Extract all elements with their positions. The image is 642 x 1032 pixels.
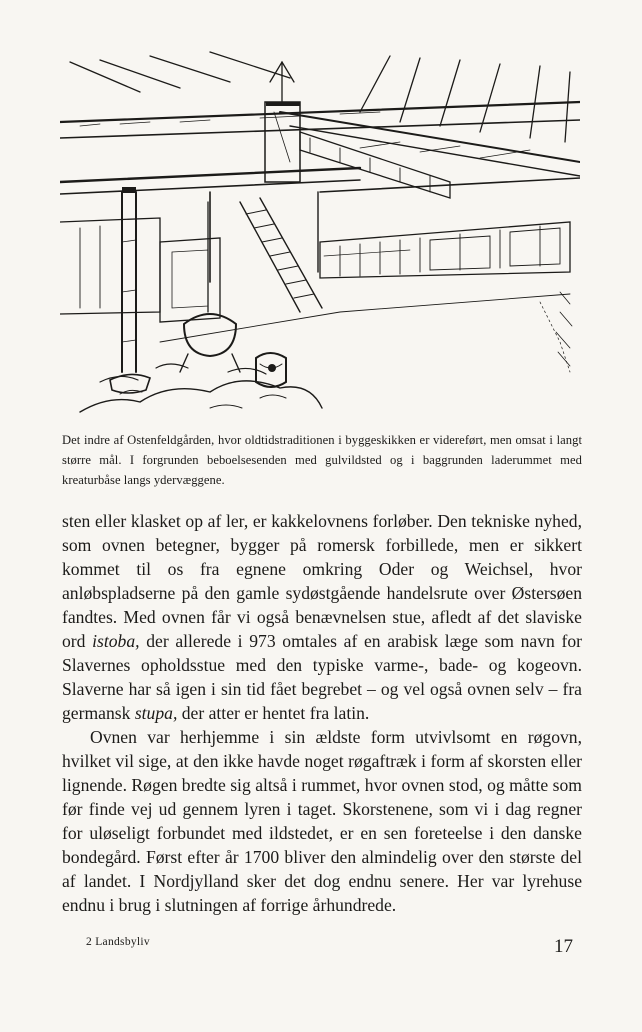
figure-caption: Det indre af Ostenfeldgården, hvor oldtidstraditionen i byggeskikken er videreført, men omsat i langt større mål. I forgrunden beboelsesenden med gulvildsted og i baggrunden laderummet med kreaturbåse langs ydervæggene. bbox=[62, 433, 582, 487]
interior-illustration bbox=[60, 42, 580, 430]
page-number: 17 bbox=[554, 936, 573, 957]
paragraph-2: Ovnen var herhjemme i sin ældste form utvivlsomt en røgovn, hvilket vil sige, at den ikke havde noget røgaftræk i form af skorsten eller lignende. Røgen bredte sig altså i rummet, hvor ovnen stod, og måtte som før finde vej ud gennem lyren i taget. Skorstenene, som vi i dag regner for uløseligt forbundet med ildstedet, er en sen foreteelse i den danske bondegård. Først efter år 1700 bliver den almindelig over den største del af landet. I Nordjylland sker det dog endnu senere. Her var lyrehuse endnu i brug i slutningen af forrige århundrede. bbox=[62, 727, 582, 915]
paragraph-1: sten eller klasket op af ler, er kakkelovnens forløber. Den tekniske nyhed, som ovnen betegner, bygger på romersk forbillede, men er sikkert kommet til os fra egnene omkring Oder og Weichsel, hvor anløbspladserne på den gamle sydøstgående handelsrute over Østersøen fandtes. Med ovnen får vi også benævnelsen stue, afledt af det slaviske ord istoba, der allerede i 973 omtales af en arabisk læge som navn for Slavernes opholdsstue med den typiske varme-, bade- og kogeovn. Slaverne har så igen i sin tid fået begrebet – og vel også ovnen selv – fra germansk stupa, der atter er hentet fra latin. bbox=[62, 511, 582, 723]
signature-mark: 2 Landsbyliv bbox=[86, 936, 150, 948]
farmhouse-interior-drawing bbox=[60, 42, 580, 430]
body-text bbox=[62, 509, 582, 917]
